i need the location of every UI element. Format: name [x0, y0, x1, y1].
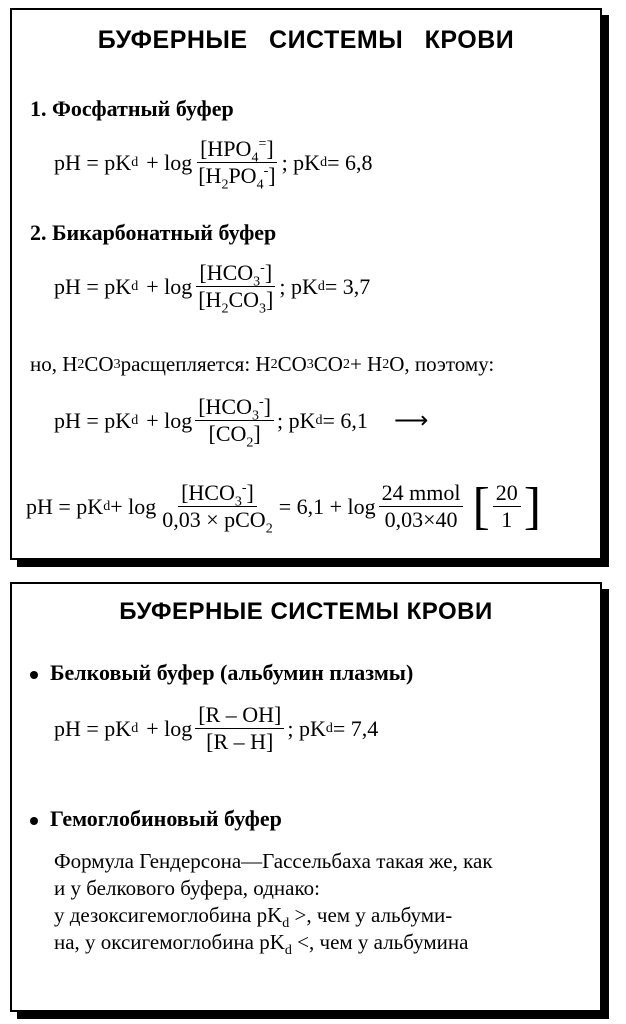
sub: 3	[234, 494, 242, 510]
eq-lhs: pH = pK	[54, 715, 132, 741]
eq-log: + log	[146, 715, 193, 741]
fraction	[159, 480, 275, 537]
frac-num: 20	[493, 480, 521, 507]
frac-num: [R – OH]	[195, 702, 284, 729]
bracket-left: [	[472, 477, 490, 535]
text: расщепляется: H	[120, 352, 271, 376]
text: CO	[228, 287, 259, 312]
panel-title: БУФЕРНЫЕ СИСТЕМЫ КРОВИ	[119, 598, 493, 625]
bracket: ]	[253, 421, 261, 446]
arrow-right-icon: ⟶	[393, 408, 429, 434]
sup: -	[241, 480, 247, 496]
note-dissociation: но, H 2 CO 3 расщепляется: H 2 CO 3 CO 2 + H 2 O, поэтому:	[30, 352, 495, 376]
eq-log: + log	[146, 149, 193, 175]
eq-lhs: pH = pK	[54, 407, 132, 433]
sub: d	[284, 943, 292, 959]
frac-num: [HCO	[181, 480, 235, 505]
equation-henderson-full: pH = pK d + log $\frac{[HCO_3^-]}{0,03 \times pCO_2}$ = 6,1 + log $\frac{\text{24 mmol}}{0,03\times 40}$ [ $\frac{20}{1}$ ]	[26, 477, 542, 537]
sub: 4	[256, 177, 264, 193]
text: <, чем у альбумина	[291, 930, 469, 954]
text: >, чем у альбуми-	[289, 903, 453, 927]
frac-num: [HCO	[199, 260, 254, 285]
eq-tail: ; pK	[287, 715, 326, 741]
bullet-protein	[30, 660, 413, 686]
frac-den: [R – H]	[206, 729, 274, 754]
hemoglobin-paragraph	[54, 848, 493, 959]
panel-protein-hemoglobin	[10, 582, 602, 1012]
pk-value: = 3,7	[324, 273, 371, 299]
eq-tail: ; pK	[281, 149, 321, 175]
fraction	[195, 260, 276, 317]
frac-den: [H	[198, 163, 222, 188]
panel-phosphate-bicarbonate	[10, 8, 602, 560]
text: но, H	[30, 352, 78, 376]
bullet-text: Гемоглобиновый буфер	[50, 806, 282, 831]
section-heading-bicarbonate: 2. Бикарбонатный буфер	[30, 220, 277, 245]
sub: d	[282, 916, 290, 932]
sub: 2	[221, 301, 229, 317]
bullet-icon	[30, 817, 38, 825]
para-line	[54, 902, 493, 932]
sup: =	[258, 136, 267, 152]
eq-lhs: pH = pK	[54, 149, 132, 175]
para-line: Формула Гендерсона—Гассельбаха такая же, как	[54, 849, 493, 873]
text: CO	[277, 352, 307, 376]
frac-den: [H	[198, 287, 222, 312]
pk-value: = 7,4	[332, 715, 379, 741]
bracket-right: ]	[523, 477, 542, 535]
eq-lhs: pH = pK	[26, 493, 104, 519]
pk-value: = 6,1	[322, 407, 368, 433]
pk-value: = 6,8	[327, 149, 373, 175]
fraction	[195, 702, 284, 755]
bracket: ]	[268, 163, 276, 188]
sub: 2	[265, 521, 273, 537]
text: CO	[313, 352, 343, 376]
equation-bicarbonate: pH = pK d + log $\frac{[HCO_3^-]}{[H_2CO_3]}$ ; pK d = 3,7	[54, 260, 371, 317]
text: PO	[228, 163, 257, 188]
eq-mid: = 6,1 + log	[278, 493, 376, 519]
eq-log: + log	[146, 407, 193, 433]
bracket: ]	[266, 136, 274, 161]
sub: 3	[259, 301, 266, 317]
frac-den: 1	[501, 507, 513, 532]
equation-bicarbonate-co2: pH = pK d + log $\frac{[HCO_3^-]}{[CO_2]}$ ; pK d = 6,1 ⟶	[54, 394, 429, 451]
frac-num: [HPO	[200, 136, 252, 161]
bracket: ]	[266, 287, 274, 312]
para-line: и у белкового буфера, однако:	[54, 876, 320, 900]
sub: 3	[253, 274, 261, 290]
sub: 2	[246, 435, 254, 451]
bullet-hemoglobin	[30, 806, 282, 832]
bracket: ]	[263, 394, 271, 419]
bracket: ]	[264, 260, 273, 285]
eq-log: + log	[146, 273, 193, 299]
text: + H	[349, 352, 383, 376]
bullet-text: Белковый буфер (альбумин плазмы)	[50, 660, 414, 685]
eq-log: + log	[110, 493, 157, 519]
bullet-icon	[30, 671, 38, 679]
text: CO	[84, 352, 114, 376]
fraction	[195, 394, 274, 451]
sup: -	[259, 394, 264, 410]
frac-den: 0,03×40	[384, 507, 458, 532]
text: у дезоксигемоглобина pK	[54, 903, 283, 927]
sub: 3	[252, 408, 259, 424]
ratio-bracket	[472, 477, 542, 535]
section-heading-phosphate: 1. Фосфатный буфер	[30, 96, 234, 121]
text: O, поэтому:	[389, 352, 495, 376]
fraction	[493, 480, 521, 533]
frac-den: [CO	[208, 421, 247, 446]
sup: -	[263, 163, 269, 179]
sub: 2	[221, 177, 229, 193]
equation-protein: pH = pK d + log $\frac{[R - OH]}{[R - H]}$ ; pK d = 7,4	[54, 702, 379, 754]
pk-label: pK	[288, 407, 316, 433]
text: на, у оксигемоглобина pK	[54, 930, 285, 954]
panel-title: БУФЕРНЫЕ СИСТЕМЫ КРОВИ	[97, 26, 515, 54]
fraction	[195, 136, 278, 193]
frac-num: 24 mmol	[379, 480, 464, 507]
bracket: ]	[246, 480, 254, 505]
fraction	[379, 480, 464, 533]
frac-den: 0,03 × pCO	[162, 507, 266, 532]
sup: -	[260, 260, 265, 276]
equation-phosphate: pH = pK d + log $\frac{[HPO_4^=]}{[H_2PO_4^-]}$ ; pK d = 6,8	[54, 136, 373, 193]
sub: 4	[251, 150, 259, 166]
para-line	[54, 929, 493, 959]
eq-lhs: pH = pK	[54, 273, 132, 299]
eq-tail: ; pK	[279, 273, 318, 299]
frac-num: [HCO	[198, 394, 252, 419]
